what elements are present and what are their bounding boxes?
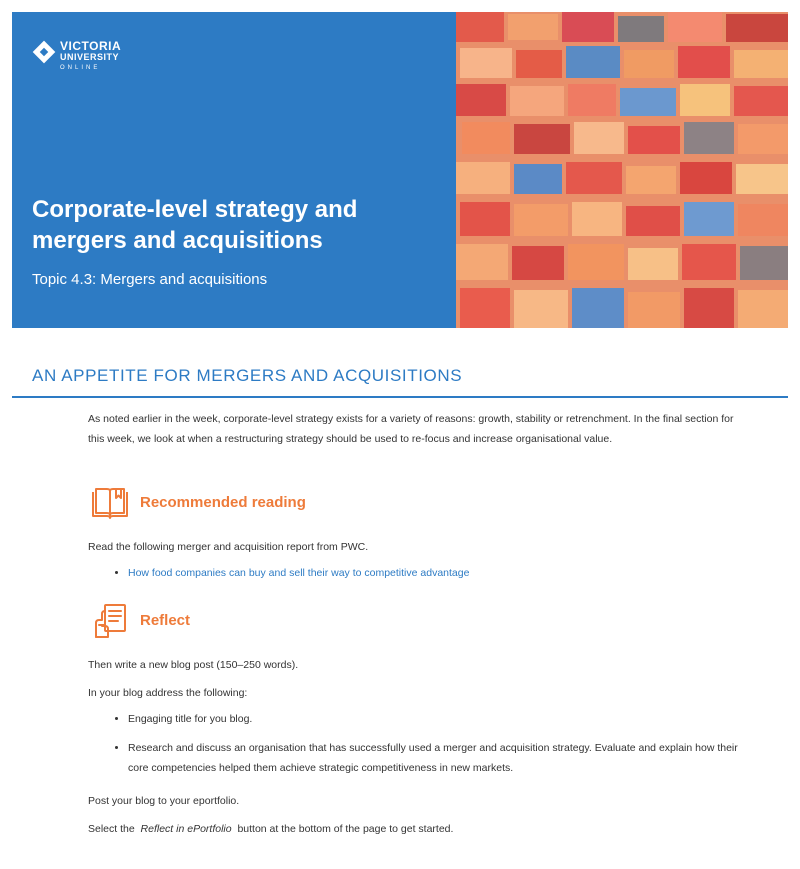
reflect-intro: Then write a new blog post (150–250 words). <box>88 659 299 671</box>
select-instruction <box>88 819 748 839</box>
list-item <box>128 563 748 583</box>
logo-line-2: UNIVERSITY <box>60 52 120 62</box>
recommended-reading-heading <box>88 483 748 523</box>
select-suffix: button at the bottom of the page to get started. <box>237 823 454 835</box>
banner-blocks-image <box>456 12 788 328</box>
logo-line-1: VICTORIA <box>60 39 122 53</box>
university-logo <box>32 40 121 71</box>
list-item: • Engaging title for you blog. <box>128 709 748 729</box>
recommended-reading-title: Recommended reading <box>140 494 306 511</box>
list-item: • Research and discuss an organisation that has successfully used a merger and acquisition strategy. Evaluate and explain how their core competencies helped them achieve strategic competitiveness in new markets. <box>128 738 748 778</box>
page-title: Corporate-level strategy and mergers and acquisitions <box>32 196 358 254</box>
reading-text: Read the following merger and acquisition report from PWC. <box>88 541 369 553</box>
section-divider <box>12 396 788 398</box>
intro-paragraph: As noted earlier in the week, corporate-level strategy exists for a variety of reasons: growth, stability or retrenchment. In the final section for this week, we look at when a restructuring strategy should be used to re-focus and increase organisational value. <box>88 413 734 445</box>
section-heading: AN APPETITE FOR MERGERS AND ACQUISITIONS <box>32 366 463 385</box>
reflect-title: Reflect <box>140 612 191 629</box>
page-subtitle: Topic 4.3: Mergers and acquisitions <box>32 271 268 288</box>
reflect-eportfolio-reference: Reflect in ePortfolio <box>140 823 232 835</box>
hero-banner <box>12 12 788 328</box>
logo-diamond-icon <box>33 41 56 64</box>
reading-links <box>88 563 748 583</box>
reflect-icon <box>90 601 130 641</box>
reflect-bullets <box>88 709 748 778</box>
select-prefix: Select the <box>88 823 135 835</box>
reflect-heading <box>88 601 748 641</box>
open-book-icon <box>90 483 130 523</box>
post-instruction: Post your blog to your eportfolio. <box>88 795 240 807</box>
logo-line-3: ONLINE <box>60 65 101 71</box>
reflect-address: In your blog address the following: <box>88 687 248 699</box>
main-content <box>88 409 748 839</box>
pwc-report-link[interactable]: How food companies can buy and sell their way to competitive advantage <box>128 567 470 579</box>
